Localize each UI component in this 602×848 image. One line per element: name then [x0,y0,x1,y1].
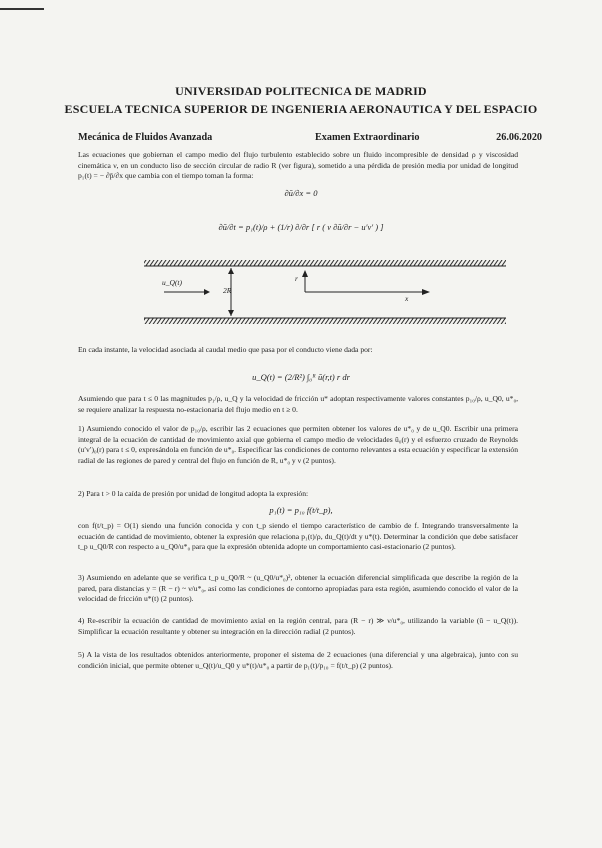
question-1: 1) Asumiendo conocido el valor de p₁₀/ρ, escribir las 2 ecuaciones que permiten obtener los valores de u*₀ y de u_Q0. Escribir una primera integral de la ecuación de cantidad de movimiento axial que gobierna el campo medio de velocidades ū₀(r) y el esfuerzo cruzado de Reynolds (u′v′)₀(r) para t ≤ 0, expresándola en función de u*₀. Especificar las condiciones de contorno relevantes a esta ecuación y especificar la extensión radial de las regiones de pared y central del flujo en función de R, u*₀ y ν (2 puntos). [78,424,518,465]
continuity-equation: ∂ū/∂x = 0 [284,188,318,198]
question-3: 3) Asumiendo en adelante que se verifica t_p u_Q0/R ~ (u_Q0/u*₀)², obtener la ecuación diferencial simplificada que describe la región de la pared, para distancias y = (R − r) ~ ν/u*₀, así como las condiciones de contorno apropiadas para esta región, asumiendo conocido el valor de la velocidad de fricción u*(t) (2 puntos). [78,573,518,604]
momentum-equation: ∂ū/∂t = p₁(t)/ρ + (1/r) ∂/∂r [ r ( ν ∂ū/∂r − u′v′ ) ] [218,222,384,232]
pipe-wall-top [144,260,506,266]
label-r: r [295,274,298,283]
question-2-body: con f(t/t_p) = O(1) siendo una función conocida y con t_p siendo el tiempo característico de cambio de f. Integrando transversalmente la ecuación de cantidad de movimiento, obtener la expresión que relaciona p₁(t)/ρ, du_Q(t)/dt y u*(t). Determinar la condición que debe satisfacer t_p u_Q0/R con respecto a u_Q0/u*₀ para que la expresión obtenida adopte un comportamiento casi-estacionario (2 puntos). [78,521,518,552]
exam-date: 26.06.2020 [496,132,542,143]
x-axis-arrow [422,289,430,295]
assumption-paragraph: Asumiendo que para t ≤ 0 las magnitudes p₁/ρ, u_Q y la velocidad de fricción u* adoptan respectivamente valores constantes p₁₀/ρ, u_Q0, u*₀, se requiere analizar la respuesta no-estacionaria del flujo medio en t ≥ 0. [78,394,518,414]
question-5: 5) A la vista de los resultados obtenidos anteriormente, proponer el sistema de 2 ecuaciones (una diferencial y una algebraica), junto con su condición inicial, que permite obtener u_Q(t)/u_Q0 y u*(t)/u*₀ a partir de p₁(t)/p₁₀ = f(t/t_p) (2 puntos). [78,650,518,670]
diameter-arrow-bottom [228,310,234,316]
label-uq: u_Q(t) [162,278,182,287]
question-4: 4) Re-escribir la ecuación de cantidad de movimiento axial en la región central, para (R − r) ≫ ν/u*₀, utilizando la variable (ū − u_Q(t)). Simplificar la ecuación resultante y obtener su integración en la dirección radial (2 puntos). [78,616,518,636]
label-2r: 2R [223,286,232,295]
exam-type: Examen Extraordinario [315,132,420,143]
pipe-diagram [140,260,530,330]
scan-mark [0,8,44,10]
r-axis-arrow [302,270,308,277]
mean-velocity-equation: u_Q(t) = (2/R²) ∫₀ᴿ ū(r,t) r dr [252,372,350,382]
question-2-intro: 2) Para t > 0 la caída de presión por unidad de longitud adopta la expresión: [78,489,309,498]
mean-velocity-text: En cada instante, la velocidad asociada al caudal medio que pasa por el conducto viene dada por: [78,345,373,354]
course-name: Mecánica de Fluidos Avanzada [78,132,213,143]
school-title: ESCUELA TECNICA SUPERIOR DE INGENIERIA AERONAUTICA Y DEL ESPACIO [64,102,538,116]
pressure-drop-equation: p₁(t) = p₁₀ f(t/t_p), [269,505,333,515]
intro-paragraph: Las ecuaciones que gobiernan el campo medio del flujo turbulento establecido sobre un fluido incompresible de densidad ρ y viscosidad cinemática ν, en un conducto liso de sección circular de radio R (ver figura), sometido a una pérdida de presión media por unidad de longitud p₁(t) = − ∂p̄/∂x que cambia con el tiempo toman la forma: [78,150,518,181]
diameter-arrow-top [228,268,234,274]
flow-arrow-head [204,289,210,295]
university-title: UNIVERSIDAD POLITECNICA DE MADRID [175,84,427,98]
pipe-wall-bottom [144,318,506,324]
label-x: x [405,294,409,303]
pipe-figure [140,260,530,330]
